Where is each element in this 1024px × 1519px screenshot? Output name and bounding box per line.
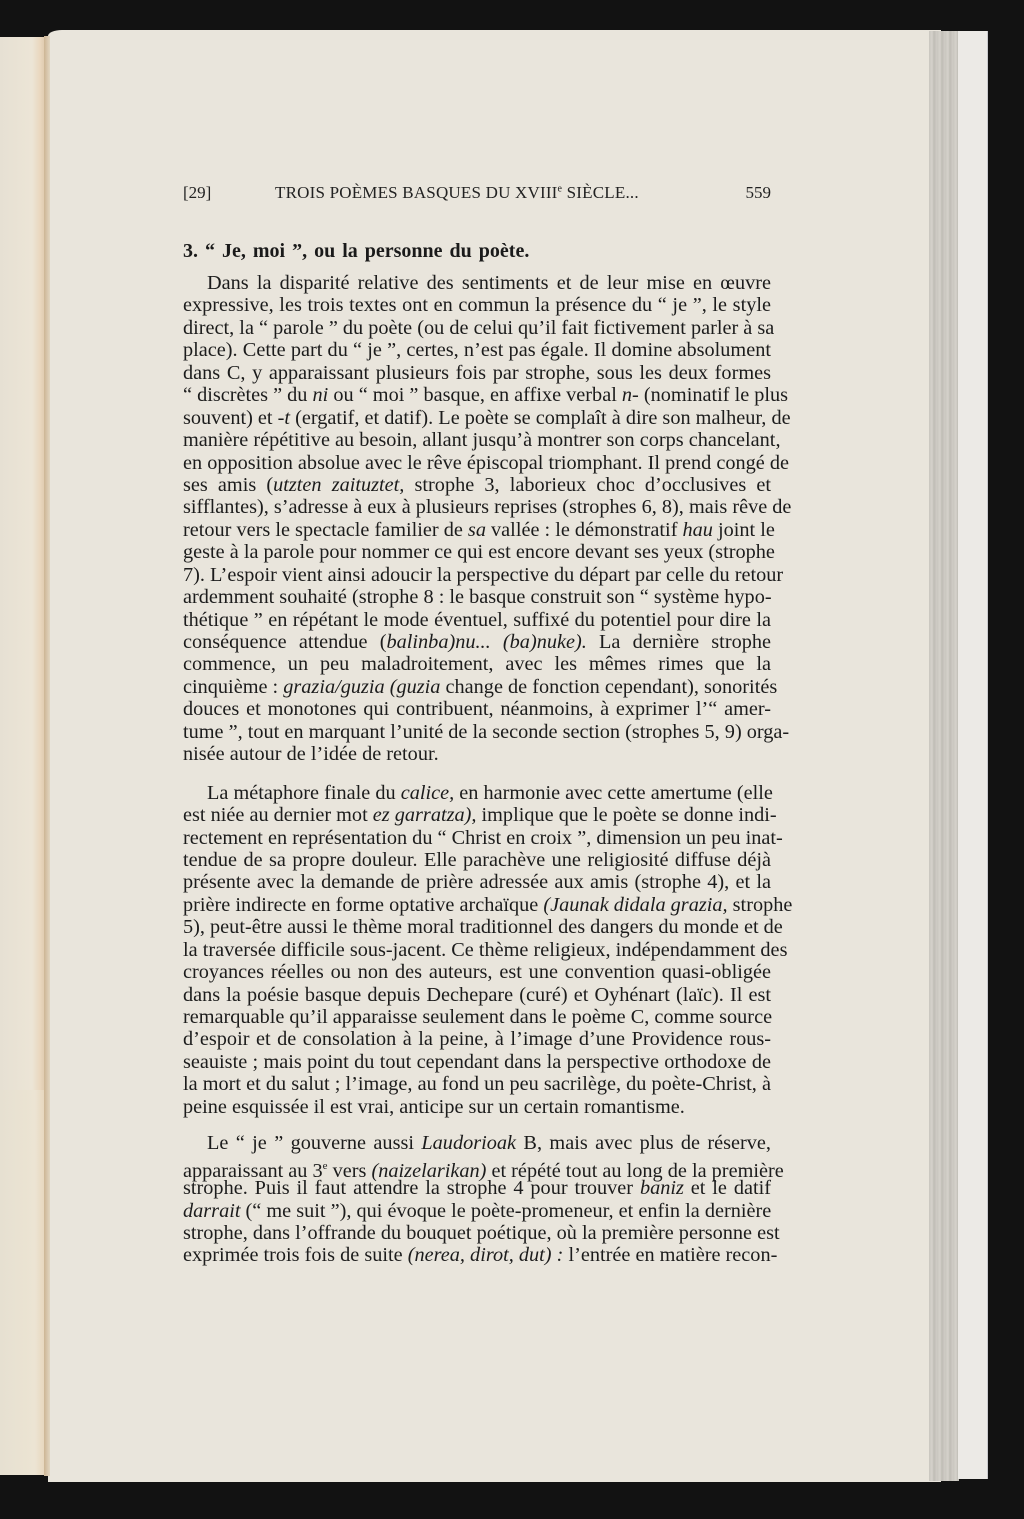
italic-term: balinba)nu... (ba)nuke).: [386, 631, 587, 653]
text-line: [183, 1028, 771, 1050]
text-line: [183, 849, 771, 871]
text-run: nisée autour de l’idée de retour.: [183, 743, 439, 766]
text-run: d’espoir et de consolation à la peine, à l’image d’une Providence rous-: [183, 1028, 771, 1051]
text-line: [183, 1006, 771, 1028]
text-line: [183, 1155, 784, 1182]
text-run: joint le: [712, 518, 775, 541]
text-run: strophe. Puis il faut attendre la strophe 4 pour trouver: [183, 1177, 640, 1200]
text-run: ardemment souhaité (strophe 8 : le basque construit son “ système hypo-: [183, 586, 772, 609]
paragraph-gap: [183, 766, 771, 782]
text-line: [183, 474, 771, 496]
text-run: la traversée difficile sous-jacent. Ce thème religieux, indépendamment des: [183, 938, 788, 961]
text-run: direct, la “ parole ” du poète (ou de celui qu’il fait fictivement parler à sa: [183, 316, 775, 339]
folio-number: [29]: [183, 183, 212, 202]
italic-term: sa: [467, 518, 486, 541]
text-run: La métaphore finale du: [207, 781, 401, 804]
text-line: [183, 294, 771, 316]
text-run: en harmonie avec cette amertume (elle: [454, 781, 773, 804]
running-title-superscript: e: [557, 183, 563, 195]
text-run: croyances réelles ou non des auteurs, est une convention quasi-obligée: [183, 961, 771, 984]
facing-page-edge: [0, 37, 46, 1097]
text-run: et le datif: [683, 1177, 771, 1200]
text-line: [183, 406, 791, 429]
text-run: (nominatif le plus: [638, 384, 789, 407]
text-run: en opposition absolue avec le rêve épiscopal triomphant. Il prend congé de: [183, 451, 789, 474]
body-text: [183, 272, 793, 1267]
running-header: [183, 183, 771, 207]
text-line: [183, 871, 771, 893]
text-run: et répété tout au long de la première: [486, 1159, 784, 1182]
page-edge-stack: [929, 31, 959, 1481]
text-run: vers: [327, 1159, 372, 1182]
italic-term: utzten zaituztet,: [273, 473, 405, 496]
text-run: La dernière strophe: [586, 631, 771, 653]
text-run: Dans la disparité relative des sentiments et de leur mise en œuvre: [207, 272, 771, 294]
text-run: remarquable qu’il apparaisse seulement dans le poème C, comme source: [183, 1006, 773, 1028]
italic-term: grazia/guzia (guzia: [283, 675, 441, 698]
text-line: [183, 1221, 780, 1244]
text-run: l’entrée en matière recon-: [563, 1244, 778, 1267]
text-line: [183, 586, 771, 608]
text-line: [183, 653, 771, 675]
italic-term: (Jaunak didala grazia,: [543, 893, 728, 916]
text-run: strophe: [727, 893, 793, 916]
italic-term: calice,: [400, 781, 455, 804]
text-run: tendue de sa propre douleur. Elle parachève une religiosité diffuse déjà: [183, 848, 771, 871]
text-line: [183, 429, 781, 452]
text-run: peine esquissée il est vrai, anticipe sur un certain romantisme.: [183, 1095, 685, 1118]
text-line: [183, 782, 771, 804]
italic-term: hau: [682, 518, 713, 541]
italic-term: (nerea, dirot, dut) :: [407, 1244, 564, 1267]
text-line: [183, 609, 771, 631]
text-run: change de fonction cependant), sonorités: [440, 675, 778, 698]
italic-term: (naizelarikan): [371, 1159, 487, 1182]
text-run: dans C, y apparaissant plusieurs fois par strophe, sous les deux formes: [183, 361, 771, 384]
italic-term: ni: [312, 384, 329, 407]
text-run: (“ me suit ”), qui évoque le poète-promeneur, et enfin la dernière: [240, 1199, 772, 1222]
text-run: geste à la parole pour nommer ce qui est encore devant ses yeux (strophe: [183, 541, 775, 564]
italic-term: -t: [277, 406, 291, 429]
text-line: [183, 1096, 771, 1118]
page-edge-outer: [958, 31, 988, 1479]
text-run: ses amis (: [183, 473, 274, 496]
gutter-shadow: [44, 36, 50, 1476]
text-line: [183, 1200, 771, 1222]
text-run: prière indirecte en forme optative archaïque: [183, 893, 544, 916]
text-run: strophe, dans l’offrande du bouquet poétique, où la première personne est: [183, 1221, 780, 1244]
italic-term: Laudorioak: [421, 1132, 517, 1155]
text-run: commence, un peu maladroitement, avec les mêmes rimes que la: [183, 653, 771, 676]
text-line: [183, 916, 783, 939]
text-line: [183, 743, 771, 765]
text-line: [183, 541, 775, 564]
text-line: [183, 316, 775, 339]
text-run: tume ”, tout en marquant l’unité de la seconde section (strophes 5, 9) orga-: [183, 720, 790, 743]
text-line: [183, 720, 790, 743]
text-run: cinquième :: [183, 675, 284, 698]
text-run: vallée : le démonstratif: [485, 518, 683, 541]
text-line: [183, 984, 771, 1006]
paragraph: [183, 781, 793, 1119]
text-line: [183, 826, 783, 849]
text-line: [183, 563, 784, 586]
text-run: est niée au dernier mot: [183, 804, 373, 827]
paragraph: [183, 1132, 784, 1267]
running-title-main: TROIS POÈMES BASQUES DU XVIII: [275, 183, 558, 202]
italic-term: baniz: [639, 1177, 684, 1200]
text-run: dans la poésie basque depuis Dechepare (curé) et Oyhénart (laïc). Il est: [183, 983, 771, 1006]
text-run: (ergatif, et datif). Le poète se complaît à dire son malheur, de: [290, 406, 791, 429]
running-title: [275, 183, 639, 203]
text-line: [183, 698, 771, 720]
text-run: seauiste ; mais point du tout cependant dans la perspective orthodoxe de: [183, 1050, 771, 1073]
text-run: implique que le poète se donne indi-: [476, 804, 777, 827]
text-run: souvent) et: [183, 406, 278, 429]
text-run: retour vers le spectacle familier de: [183, 518, 468, 541]
text-run: Le “ je ” gouverne aussi: [207, 1132, 422, 1155]
text-run: place). Cette part du “ je ”, certes, n’est pas égale. Il domine absolument: [183, 339, 771, 362]
running-title-tail: SIÈCLE...: [562, 183, 639, 202]
text-run: strophe 3, laborieux choc d’occlusives et: [404, 473, 771, 496]
text-line: [183, 451, 789, 474]
text-run: ou “ moi ” basque, en affixe verbal: [328, 384, 622, 407]
text-line: [183, 1177, 771, 1199]
facing-page-edge-lower: [0, 1090, 50, 1475]
text-run: sifflantes), s’adresse à eux à plusieurs reprises (strophes 6, 8), mais rêve de: [183, 496, 792, 519]
text-run: apparaissant au 3: [183, 1159, 323, 1182]
text-line: [183, 961, 771, 983]
text-line: [183, 362, 771, 384]
text-run: conséquence attendue (: [183, 631, 387, 653]
page-number: 559: [745, 183, 771, 202]
italic-term: ez garratza),: [372, 804, 477, 827]
text-line: [183, 496, 792, 519]
text-run: manière répétitive au besoin, allant jusqu’à montrer son corps chancelant,: [183, 429, 781, 452]
text-run: B, mais avec plus de réserve,: [516, 1132, 771, 1155]
paragraph: [183, 272, 792, 766]
text-run: thétique ” en répétant le mode éventuel, suffixé du potentiel pour dire la: [183, 608, 771, 631]
text-line: [183, 675, 778, 698]
text-line: [183, 518, 775, 541]
italic-term: darrait: [183, 1199, 241, 1222]
text-run: 5), peut-être aussi le thème moral traditionnel des dangers du monde et de: [183, 916, 783, 939]
text-run: exprimée trois fois de suite: [183, 1244, 408, 1267]
text-line: [183, 1051, 771, 1073]
text-line: [183, 1132, 771, 1154]
text-line: [183, 339, 771, 361]
superscript: e: [322, 1159, 328, 1172]
text-run: la mort et du salut ; l’image, au fond un peu sacrilège, du poète-Christ, à: [183, 1073, 771, 1096]
text-line: [183, 272, 771, 294]
text-run: 7). L’espoir vient ainsi adoucir la perspective du départ par celle du retour: [183, 563, 784, 586]
text-run: “ discrètes ” du: [183, 384, 313, 407]
text-run: expressive, les trois textes ont en commun la présence du “ je ”, le style: [183, 294, 771, 317]
text-line: [183, 631, 771, 653]
text-run: présente avec la demande de prière adressée aux amis (strophe 4), et la: [183, 871, 771, 894]
section-heading: 3. “ Je, moi ”, ou la personne du poète.: [183, 240, 530, 262]
paragraph-gap: [183, 1118, 771, 1132]
text-line: [183, 384, 789, 407]
italic-term: n-: [621, 384, 639, 407]
text-line: [183, 938, 788, 961]
text-line: [183, 893, 793, 916]
text-run: rectement en représentation du “ Christ en croix ”, dimension un peu inat-: [183, 826, 783, 849]
text-line: [183, 1073, 771, 1095]
text-line: [183, 1244, 778, 1267]
text-line: [183, 804, 777, 827]
text-run: douces et monotones qui contribuent, néanmoins, à exprimer l’“ amer-: [183, 698, 771, 721]
